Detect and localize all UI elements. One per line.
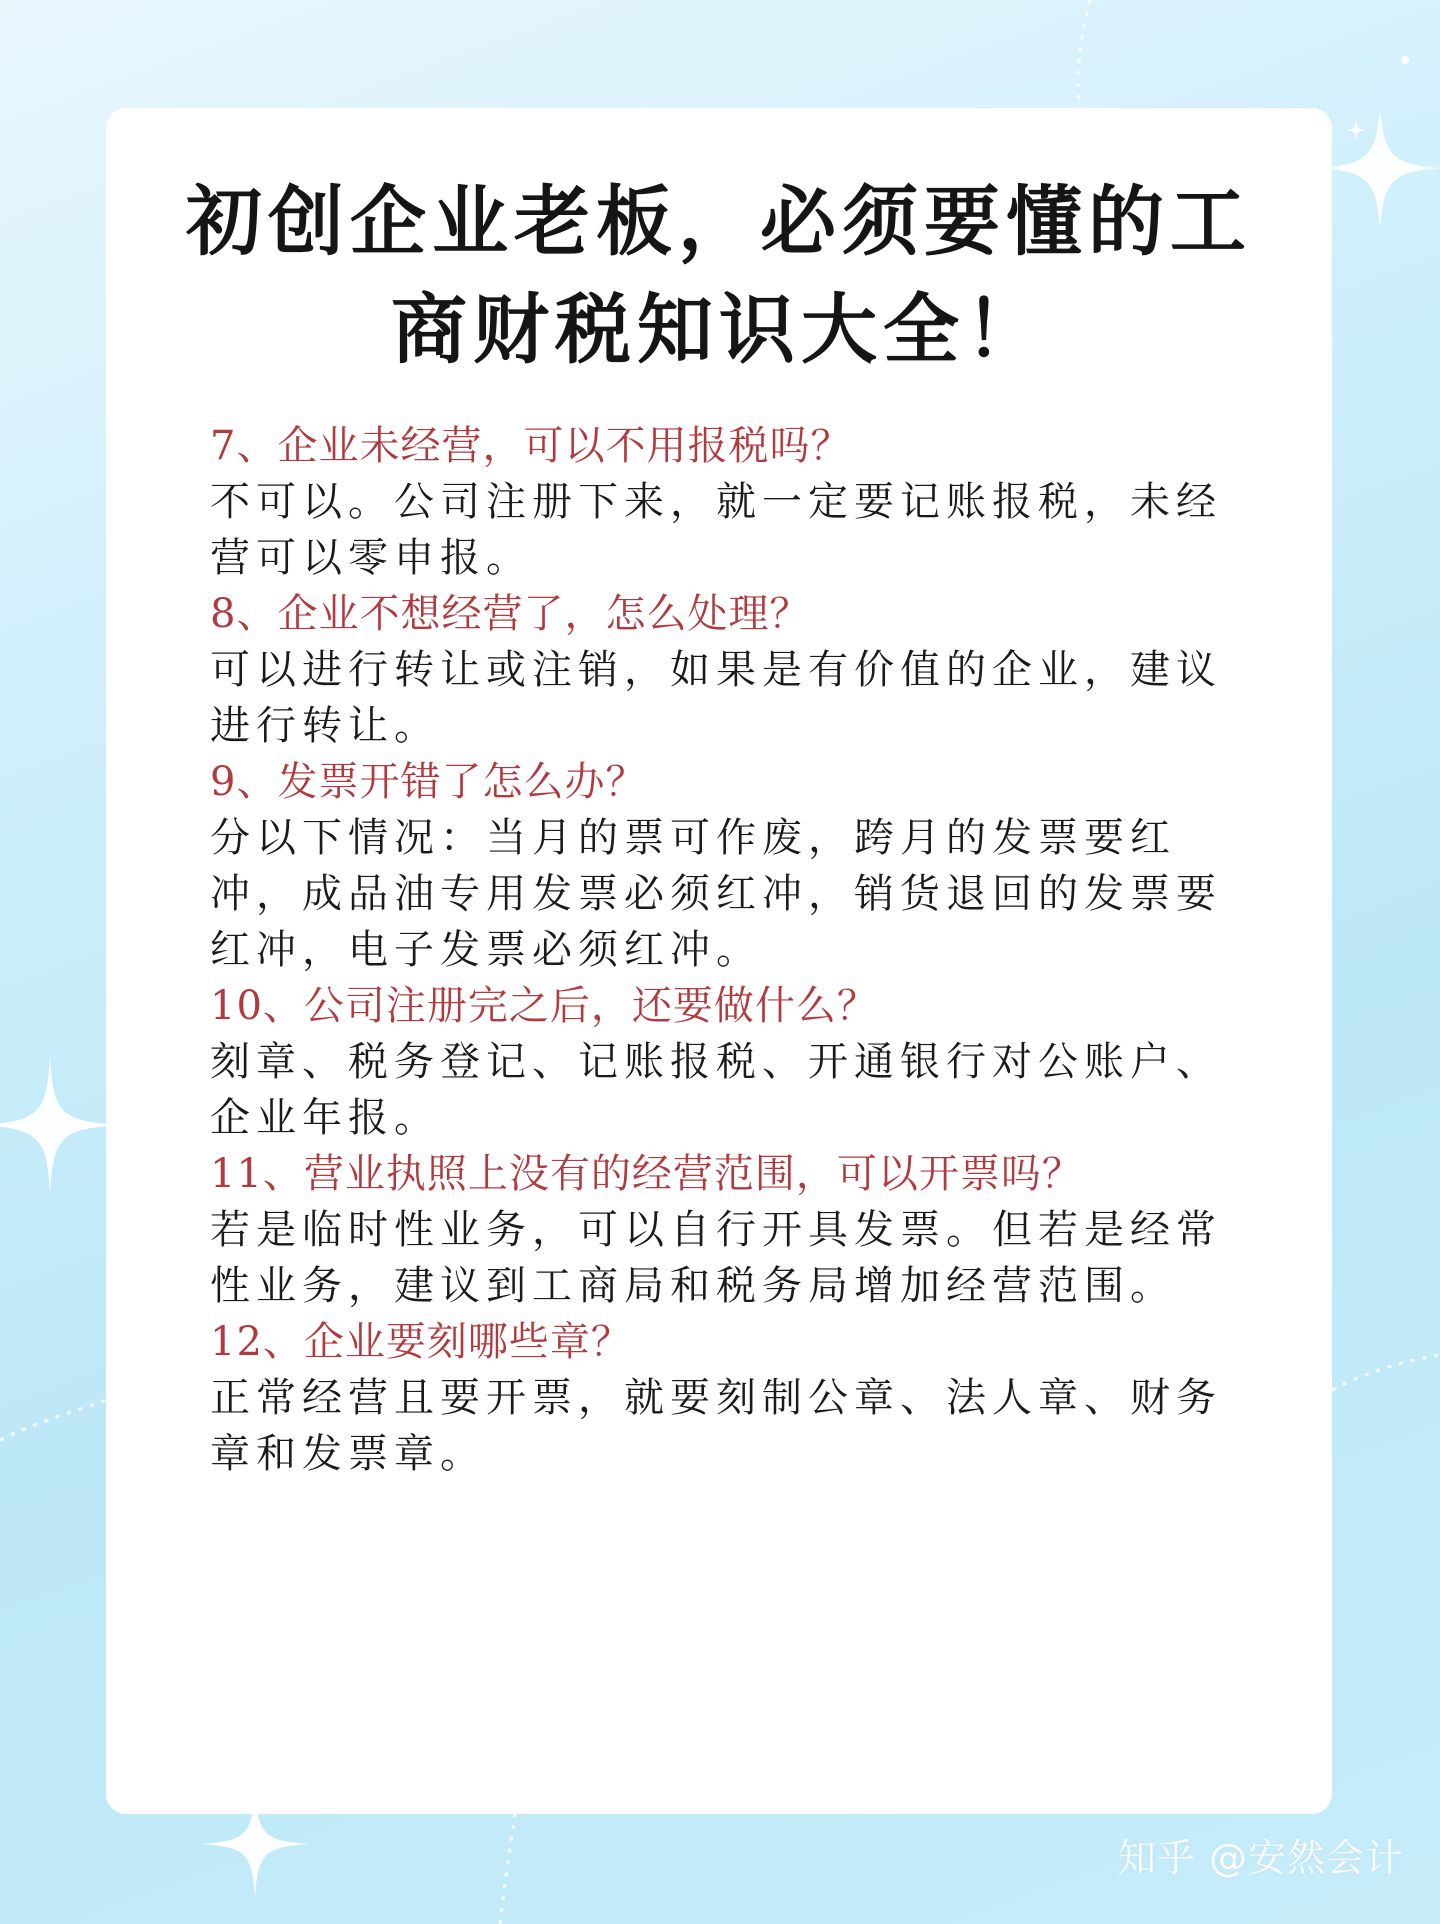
sparkle-icon: [1320, 108, 1440, 228]
qa-item: [210, 754, 1250, 978]
qa-question: 8、企业不想经营了，怎么处理？: [210, 591, 811, 637]
qa-item: [210, 1146, 1250, 1314]
qa-question: 7、企业未经营，可以不用报税吗？: [210, 423, 852, 469]
dotted-arc: [0, 1400, 106, 1440]
title-line-2: 商财税知识大全！: [391, 285, 1047, 374]
sparkle-icon: [1401, 56, 1409, 64]
dotted-arc: [1332, 1355, 1440, 1390]
watermark: 知乎 @安然会计: [1117, 1836, 1404, 1880]
qa-answer: 刻章、税务登记、记账报税、开通银行对公账户、企业年报。: [210, 1039, 1222, 1141]
qa-question: 10、公司注册完之后，还要做什么？: [210, 983, 878, 1029]
qa-answer: 分以下情况：当月的票可作废，跨月的发票要红冲，成品油专用发票必须红冲，销货退回的发票要红冲，电子发票必须红冲。: [210, 815, 1222, 973]
qa-question: 12、企业要刻哪些章？: [210, 1319, 632, 1365]
qa-question: 9、发票开错了怎么办？: [210, 759, 647, 805]
qa-answer: 若是临时性业务，可以自行开具发票。但若是经常性业务，建议到工商局和税务局增加经营范围。: [210, 1207, 1222, 1309]
title-line-1: 初创企业老板，必须要懂的工: [186, 177, 1252, 266]
qa-question: 11、营业执照上没有的经营范围，可以开票吗？: [210, 1151, 1083, 1197]
page-title: [106, 168, 1332, 384]
qa-answer: 不可以。公司注册下来，就一定要记账报税，未经营可以零申报。: [210, 479, 1222, 581]
qa-answer: 可以进行转让或注销，如果是有价值的企业，建议进行转让。: [210, 647, 1222, 749]
qa-list: [210, 418, 1250, 1482]
qa-item: [210, 1314, 1250, 1482]
dotted-arc: [1078, 0, 1090, 110]
sparkle-icon: [0, 1055, 120, 1195]
qa-item: [210, 586, 1250, 754]
qa-answer: 正常经营且要开票，就要刻制公章、法人章、财务章和发票章。: [210, 1375, 1222, 1477]
qa-item: [210, 978, 1250, 1146]
sparkle-icon: [1346, 120, 1366, 140]
dotted-arc: [500, 1814, 515, 1924]
content-card: [106, 108, 1332, 1814]
qa-item: [210, 418, 1250, 586]
